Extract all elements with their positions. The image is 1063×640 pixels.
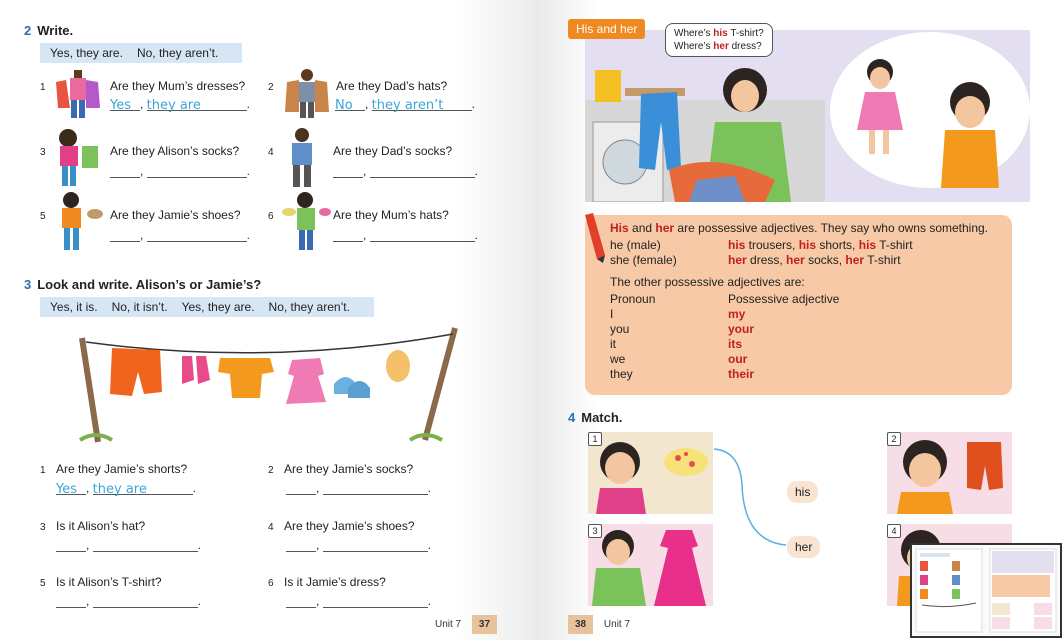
ex2-answer-line[interactable]: , . [110, 164, 250, 178]
exercise-2-title: 2 Write. [24, 23, 74, 38]
t-shirt-item [218, 358, 274, 398]
speech-bubble: Where’s his T-shirt? Where’s her dress? [665, 23, 773, 57]
ex2-answer-line[interactable]: No , they aren’t . [335, 97, 476, 113]
he-examples: his trousers, his shorts, his T-shirt [728, 238, 913, 252]
ex3-question: 5 Is it Alison’s T-shirt? [40, 575, 162, 589]
hat-item [386, 350, 410, 382]
left-footer: Unit 7 37 [435, 615, 497, 634]
ex3-answer-line[interactable]: , . [286, 538, 431, 552]
grammar-she-row: she (female) her dress, her socks, her T-shirt [610, 253, 901, 267]
page-thumbnail-preview[interactable] [910, 543, 1062, 638]
ex3-question: 6 Is it Jamie’s dress? [268, 575, 386, 589]
ex3-question: 3 Is it Alison’s hat? [40, 519, 146, 533]
page-number: 38 [568, 615, 593, 634]
grammar-table-row: I my [610, 307, 746, 321]
page-number: 37 [472, 615, 497, 634]
ex2-question: 4 Are they Dad’s socks? [268, 144, 453, 158]
ex3-answer-line[interactable]: , . [286, 481, 431, 495]
grammar-box [585, 215, 1012, 395]
washing-line-illustration [70, 322, 465, 447]
ex2-question: 6 Are they Mum’s hats? [268, 208, 449, 222]
grammar-table-row: you your [610, 322, 755, 336]
shorts-item [110, 348, 162, 396]
she-examples: her dress, her socks, her T-shirt [728, 253, 901, 267]
ex2-answer-line[interactable]: , . [333, 228, 478, 242]
match-word-her[interactable]: her [787, 536, 820, 558]
grammar-intro: His and her are possessive adjectives. They say who owns something. [610, 221, 989, 235]
match-number: 1 [588, 432, 602, 446]
grammar-other: The other possessive adjectives are: [610, 275, 805, 289]
pencil-icon [579, 211, 609, 263]
match-picture-2[interactable] [887, 432, 1012, 514]
ex2-question: 5 Are they Jamie’s shoes? [40, 208, 241, 222]
match-number: 4 [887, 524, 901, 538]
laundry-illustration [585, 30, 1030, 202]
thumbnail-image [912, 545, 1060, 636]
grammar-table-row: we our [610, 352, 748, 366]
dresses-figure [52, 68, 104, 120]
grammar-table-row: it its [610, 337, 743, 351]
grammar-he-row: he (male) his trousers, his shorts, his T-shirt [610, 238, 913, 252]
match-number: 2 [887, 432, 901, 446]
his-and-her-scene [585, 30, 1030, 202]
right-footer: 38 Unit 7 [568, 615, 630, 634]
alison-hat-illustration [588, 432, 713, 514]
ex2-answer-line[interactable]: , . [333, 164, 478, 178]
match-connector-line [712, 445, 792, 555]
ex2-answer-line[interactable]: Yes , they are . [110, 97, 251, 113]
ex2-question: 1 Are they Mum’s dresses? [40, 79, 246, 93]
match-picture-1[interactable] [588, 432, 713, 514]
mum-dress-illustration [588, 524, 713, 606]
hats-figure [281, 68, 333, 120]
jamie-shorts-illustration [887, 432, 1012, 514]
exercise-4-title: 4 Match. [568, 410, 623, 425]
ex3-answer-line[interactable]: Yes , they are . [56, 481, 197, 497]
ex2-answer-line[interactable]: , . [110, 228, 250, 242]
dress-item [286, 358, 326, 404]
ex2-question: 3 Are they Alison’s socks? [40, 144, 240, 158]
ex3-answer-line[interactable]: , . [56, 538, 201, 552]
ex3-question: 2 Are they Jamie’s socks? [268, 462, 414, 476]
exercise-3-word-bank: Yes, it is. No, it isn’t. Yes, they are. No, they aren’t. [40, 297, 374, 317]
exercise-2-word-bank: Yes, they are. No, they aren’t. [40, 43, 242, 63]
ex2-question: 2 Are they Dad’s hats? [268, 79, 448, 93]
ex3-answer-line[interactable]: , . [56, 594, 201, 608]
grammar-table-header: Pronoun Possessive adjective [610, 292, 840, 306]
ex3-question: 1 Are they Jamie’s shorts? [40, 462, 188, 476]
match-word-his[interactable]: his [787, 481, 818, 503]
match-picture-3[interactable] [588, 524, 713, 606]
exercise-3-title: 3 Look and write. Alison’s or Jamie’s? [24, 277, 262, 292]
ex3-answer-line[interactable]: , . [286, 594, 431, 608]
match-number: 3 [588, 524, 602, 538]
ex3-question: 4 Are they Jamie’s shoes? [268, 519, 415, 533]
grammar-table-row: they their [610, 367, 755, 381]
section-tag: His and her [568, 19, 645, 39]
